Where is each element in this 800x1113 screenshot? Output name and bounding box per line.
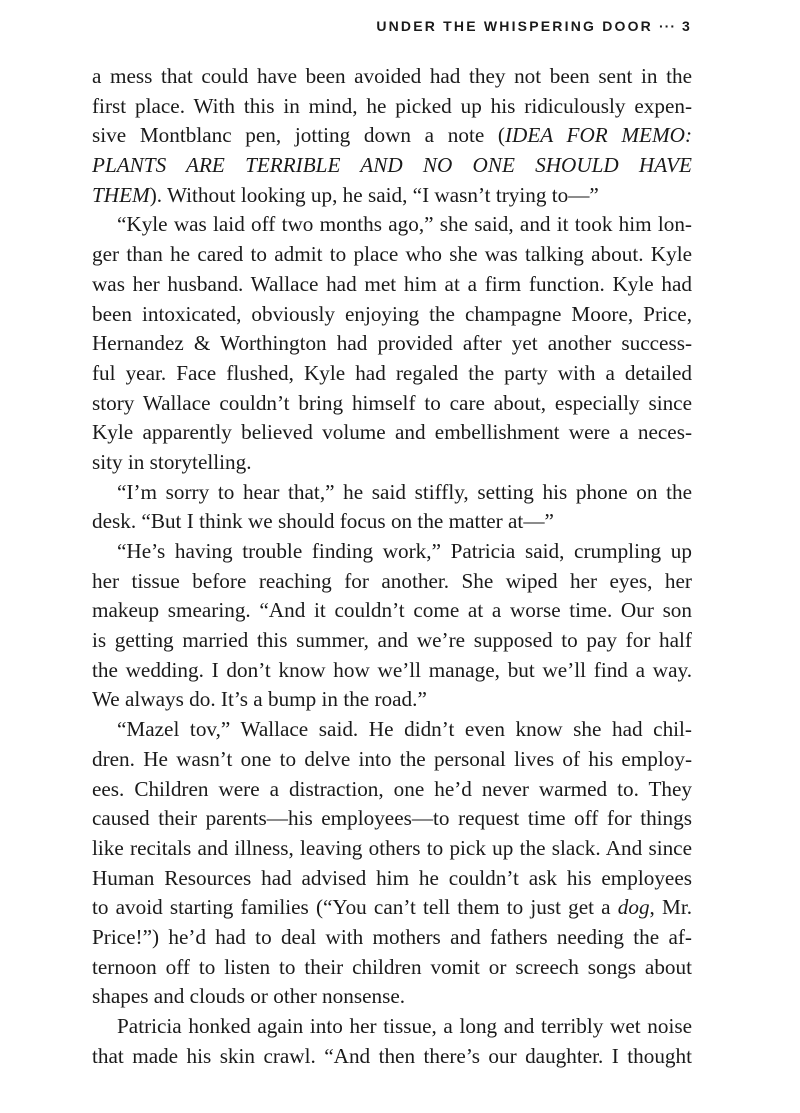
text-line: first place. With this in mind, he picked up his ridiculously expen- [92,93,692,118]
body-text [92,62,692,1071]
book-title: UNDER THE WHISPERING DOOR [376,18,653,34]
page-number: 3 [682,18,692,34]
text-line: a mess that could have been avoided had they not been sent in the [92,64,692,88]
text-segment: sive Montblanc pen, jotting down a note ( [92,123,505,148]
running-head [376,18,692,34]
text-line: “Kyle was laid off two months ago,” she said, and it took him lon- [117,212,692,237]
text-line: that made his skin crawl. “And then there’s our daughter. I thought [92,1043,692,1068]
text-line [92,893,692,923]
text-line: desk. “But I think we should focus on the matter at—” [92,509,554,534]
text-line: dren. He wasn’t one to delve into the personal lives of his employ- [92,746,692,771]
running-head-separator: ··· [659,18,676,34]
text-line: ees. Children were a distraction, one he’d never warmed to. They [92,776,692,801]
text-line: ternoon off to listen to their children vomit or screech songs about [92,954,692,979]
memo-italic: THEM [92,182,150,207]
text-segment: , Mr. [649,895,692,920]
text-line [92,151,692,181]
text-line: Human Resources had advised him he couldn’t ask his employees [92,865,692,890]
dog-italic: dog [617,895,650,920]
memo-italic: IDEA FOR MEMO: [504,123,692,148]
text-line: makeup smearing. “And it couldn’t come at a worse time. Our son [92,598,692,623]
text-line: “I’m sorry to hear that,” he said stiffly, setting his phone on the [117,479,692,504]
text-line: We always do. It’s a bump in the road.” [92,687,427,712]
text-line: Price!”) he’d had to deal with mothers and fathers needing the af- [92,924,692,949]
text-line: caused their parents—his employees—to request time off for things [92,806,692,831]
text-segment: to avoid starting families (“You can’t tell them to just get a [92,895,618,920]
text-segment: ). Without looking up, he said, “I wasn’t trying to—” [149,182,599,207]
text-line: is getting married this summer, and we’re supposed to pay for half [92,628,692,653]
text-line: like recitals and illness, leaving others to pick up the slack. And since [92,835,692,860]
text-line: been intoxicated, obviously enjoying the champagne Moore, Price, [92,301,692,326]
text-line: shapes and clouds or other nonsense. [92,984,406,1009]
text-line: “Mazel tov,” Wallace said. He didn’t even know she had chil- [117,717,692,742]
text-line: ful year. Face flushed, Kyle had regaled the party with a detailed [92,360,692,385]
text-line: Hernandez & Worthington had provided after yet another success- [92,331,692,356]
memo-italic: PLANTS ARE TERRIBLE AND NO ONE SHOULD HAVE [92,153,692,178]
text-line: the wedding. I don’t know how we’ll manage, but we’ll find a way. [92,657,692,682]
text-line: her tissue before reaching for another. She wiped her eyes, her [92,568,692,593]
text-line: sity in storytelling. [92,449,252,474]
text-line: “He’s having trouble finding work,” Patricia said, crumpling up [117,539,692,563]
text-line: was her husband. Wallace had met him at a firm function. Kyle had [92,271,692,296]
text-line: story Wallace couldn’t bring himself to care about, especially since [92,390,692,415]
text-line: Patricia honked again into her tissue, a long and terribly wet noise [117,1014,692,1038]
text-line [92,121,692,151]
text-line: Kyle apparently believed volume and embellishment were a neces- [92,420,692,445]
text-line: ger than he cared to admit to place who she was talking about. Kyle [92,242,692,267]
text-line [92,181,692,211]
